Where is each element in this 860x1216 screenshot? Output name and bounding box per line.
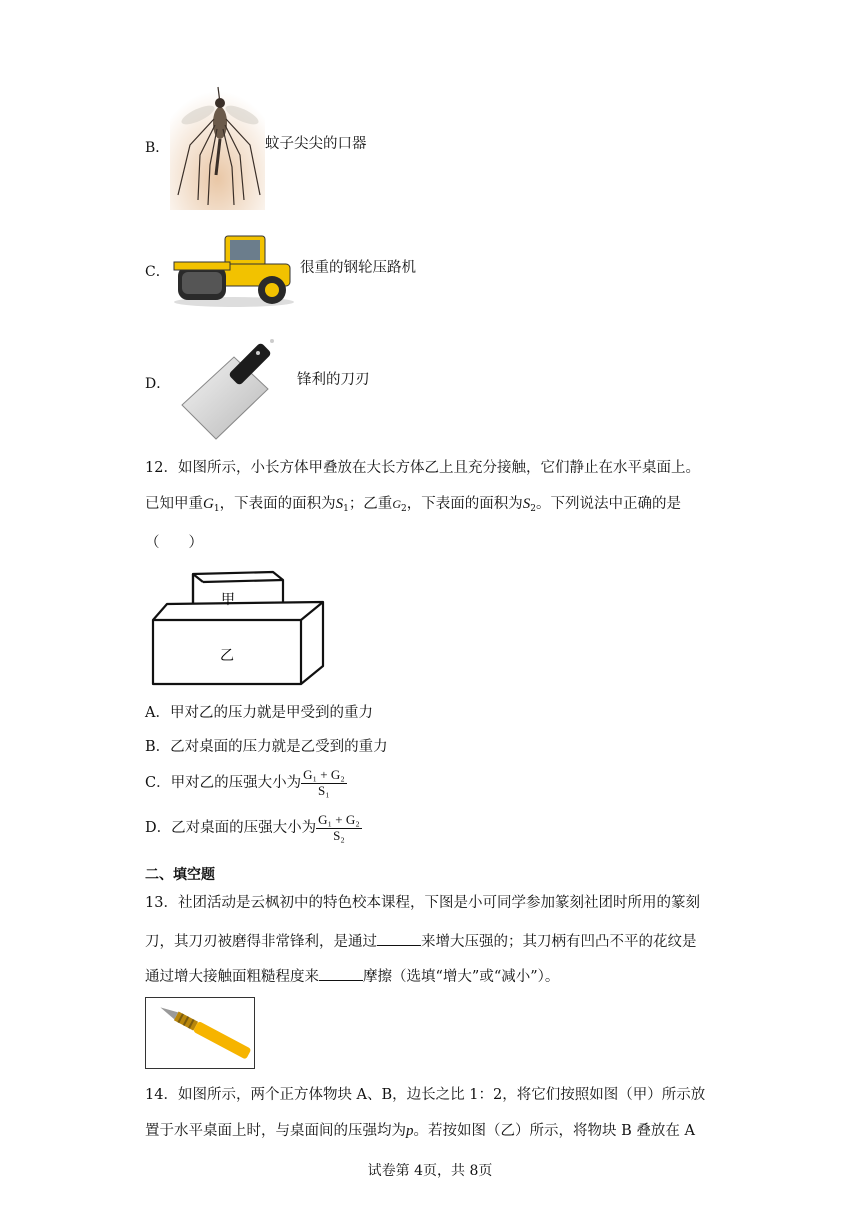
q12-option-c-denominator: S₁ [318, 782, 330, 798]
option-c-letter: C． [145, 264, 170, 280]
q12-option-d [145, 813, 362, 844]
q13-line3 [145, 968, 559, 985]
q13-line2-b: 来增大压强的；其刀柄有凹凸不平的花纹是 [421, 934, 697, 950]
q12-line2-b: ，下表面的面积为 [219, 496, 336, 512]
q13-blank-2[interactable] [319, 968, 363, 981]
q13-line1: 13．社团活动是云枫初中的特色校本课程，下图是小可同学参加篆刻社团时所用的篆刻 [145, 895, 700, 911]
option-d-text: 锋利的刀刃 [297, 372, 370, 388]
q12-option-b: B．乙对桌面的压力就是乙受到的重力 [145, 739, 388, 755]
figure-top-label: 甲 [221, 592, 235, 608]
q12-g2: G [392, 497, 401, 511]
q12-number: 12． [145, 460, 178, 476]
road-roller-icon [170, 228, 298, 308]
section-title: 二、填空题 [145, 867, 215, 883]
q13-line3-b: 摩擦（选填“增大”或“减小”）。 [363, 969, 560, 985]
carving-knife-icon [145, 997, 255, 1069]
q12-option-d-numerator: G₁ + G₂ [318, 812, 360, 827]
q12-g2-sub: 2 [400, 504, 407, 514]
q12-option-c-fraction [301, 768, 347, 799]
q12-line2-a: 已知甲重 [145, 496, 203, 512]
cleaver-knife-icon [172, 327, 294, 442]
q12-option-a: A．甲对乙的压力就是甲受到的重力 [145, 705, 373, 721]
q13-line2 [145, 933, 697, 950]
q14-line2-a: 置于水平桌面上时，与桌面间的压强均为 [145, 1123, 406, 1139]
page-footer: 试卷第 4页，共 8页 [367, 1163, 493, 1179]
q12-g1-sub: 1 [213, 504, 220, 514]
q12-option-d-fraction [316, 813, 362, 844]
q14-line1: 14．如图所示，两个正方体物块 A、B，边长之比 1：2，将它们按照如图（甲）所示放 [145, 1087, 706, 1103]
option-b-text: 蚊子尖尖的口器 [265, 136, 367, 152]
figure-bottom-label: 乙 [220, 648, 234, 664]
q12-line2-e: 。下列说法中正确的是 [535, 496, 681, 512]
q14-line2-b: 。若按如图（乙）所示，将物块 B 叠放在 A [413, 1123, 695, 1139]
option-b-letter: B． [145, 140, 170, 156]
q12-option-c [145, 768, 347, 799]
q12-answer-bracket: （ ） [145, 535, 203, 551]
option-d-letter: D． [145, 376, 171, 392]
q12-s2-sub: 2 [530, 504, 536, 514]
q12-option-c-numerator: G₁ + G₂ [303, 767, 345, 782]
q13-line2-a: 刀，其刀刃被磨得非常锋利，是通过 [145, 934, 377, 950]
q14-line2 [145, 1124, 695, 1139]
q12-s2: S [522, 496, 531, 512]
option-c-text: 很重的钢轮压路机 [300, 260, 416, 276]
q12-s1: S [335, 496, 344, 512]
q12-line1-text: 如图所示，小长方体甲叠放在大长方体乙上且充分接触，它们静止在水平桌面上。 [177, 460, 700, 476]
q12-s1-sub: 1 [343, 504, 349, 514]
q12-g1: G [203, 496, 214, 512]
stacked-boxes-figure [145, 566, 335, 688]
q12-line2 [145, 497, 681, 514]
q12-option-c-text: C．甲对乙的压强大小为 [145, 775, 302, 792]
q12-line2-c: ；乙重 [348, 496, 393, 512]
q14-p-symbol: p [406, 1123, 414, 1139]
q12-line1 [145, 461, 700, 476]
q13-line3-a: 通过增大接触面粗糙程度来 [145, 969, 319, 985]
q12-option-d-denominator: S₂ [333, 827, 345, 843]
q13-blank-1[interactable] [377, 933, 421, 946]
mosquito-icon [170, 85, 265, 210]
q12-option-d-text: D．乙对桌面的压强大小为 [145, 820, 317, 837]
q12-line2-d: ，下表面的面积为 [406, 496, 523, 512]
